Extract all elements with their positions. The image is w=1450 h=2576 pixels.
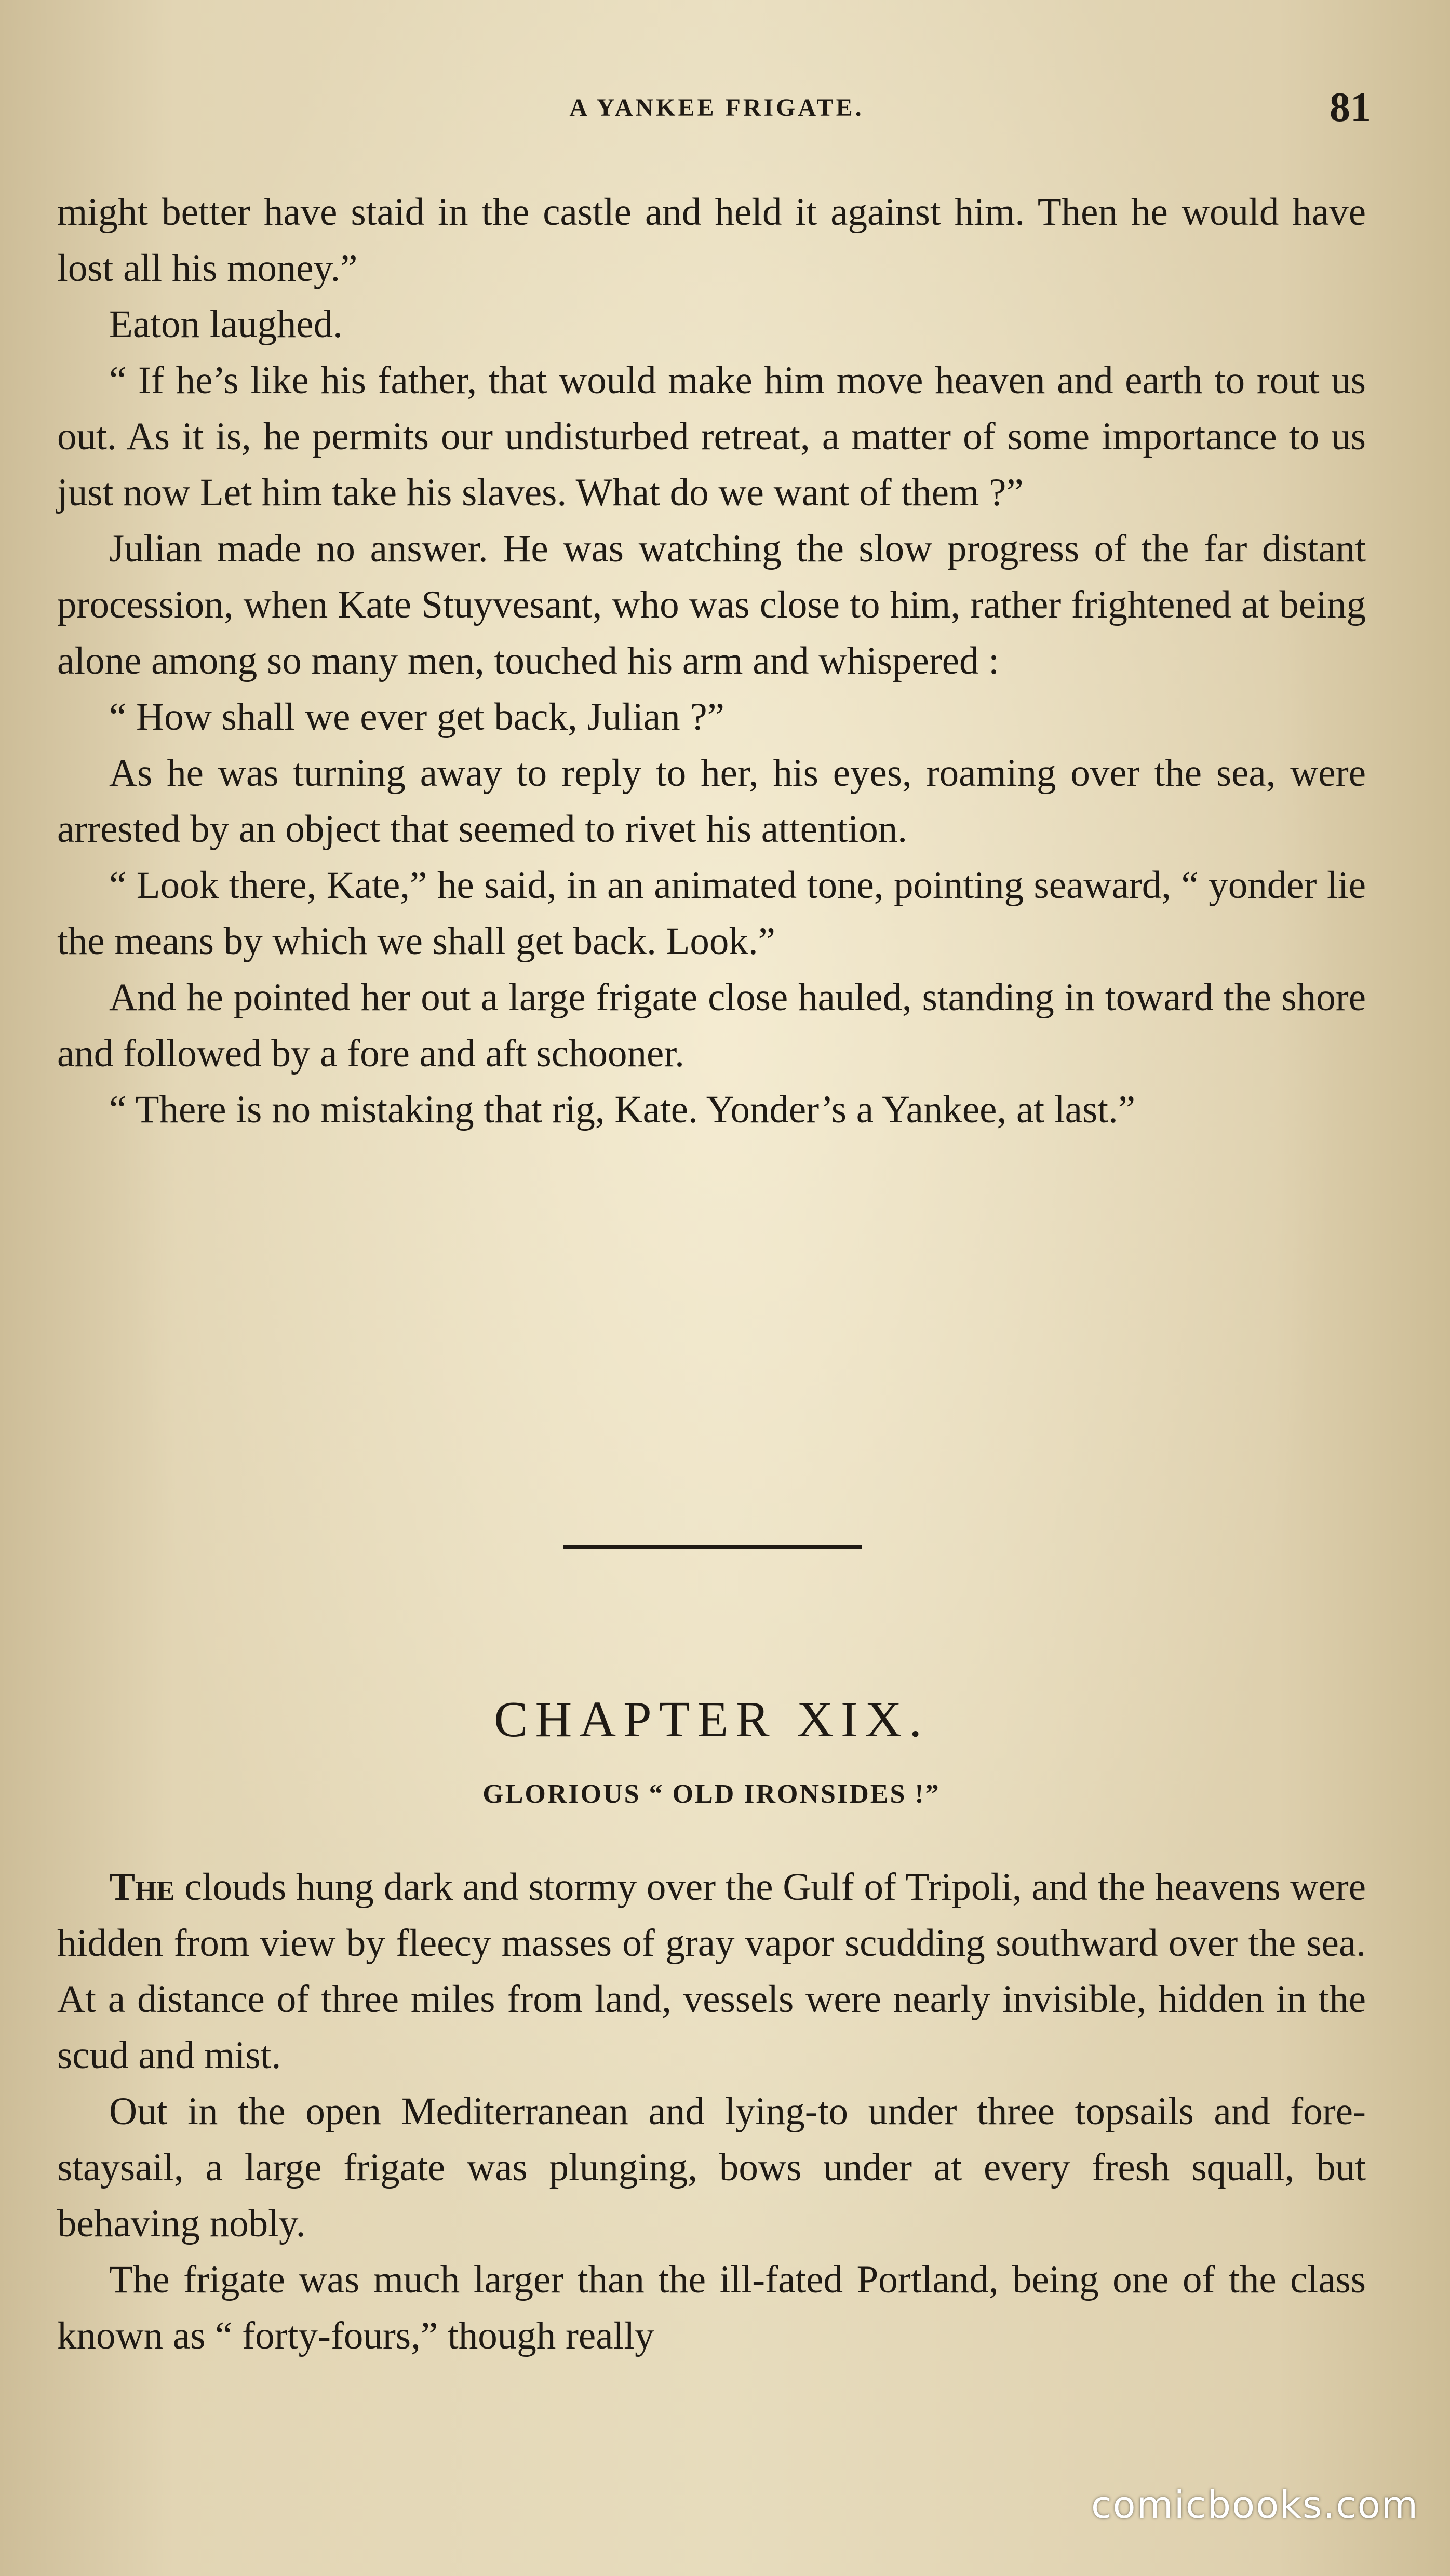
paragraph: “ Look there, Kate,” he said, in an animated tone, pointing seaward, “ yonder lie the means by which we shall get back. Look.” xyxy=(57,864,1366,963)
chapter-subtitle: GLORIOUS “ OLD IRONSIDES !” xyxy=(482,1779,941,1809)
paragraph: And he pointed her out a large frigate close hauled, standing in toward the shore and followed by a fore and aft schooner. xyxy=(57,976,1366,1075)
opening-word: The xyxy=(109,1866,175,1909)
paragraph: might better have staid in the castle and held it against him. Then he would have lost all his money.” xyxy=(57,191,1366,290)
watermark: comicbooks.com xyxy=(1091,2483,1419,2527)
paragraph: Out in the open Mediterranean and lying-to under three topsails and fore-staysail, a large frigate was plunging, bows under at every fresh squall, but behaving nobly. xyxy=(57,2090,1366,2245)
chapter-text-block xyxy=(57,1859,1366,2364)
paragraph: Julian made no answer. He was watching the slow progress of the far distant procession, when Kate Stuyvesant, who was close to him, rather frightened at being alone among so many men, touched his arm and whispered : xyxy=(57,527,1366,682)
paragraph: “ If he’s like his father, that would make him move heaven and earth to rout us out. As it is, he permits our undisturbed retreat, a matter of some importance to us just now Let him take his slaves. What do we want of them ?” xyxy=(57,359,1366,514)
chapter-heading: CHAPTER XIX. xyxy=(494,1692,929,1748)
paragraph: “ There is no mistaking that rig, Kate. Yonder’s a Yankee, at last.” xyxy=(109,1088,1136,1131)
section-divider-rule xyxy=(563,1545,862,1549)
paragraph: The frigate was much larger than the ill-fated Portland, being one of the class known as “ forty-fours,” though really xyxy=(57,2258,1366,2357)
paragraph: As he was turning away to reply to her, his eyes, roaming over the sea, were arrested by an object that seemed to rivet his attention. xyxy=(57,752,1366,851)
paragraph: Eaton laughed. xyxy=(109,303,343,346)
continued-text-block xyxy=(57,184,1366,1138)
running-head xyxy=(62,85,1371,135)
paragraph-text: clouds hung dark and stormy over the Gulf of Tripoli, and the heavens were hidden from view by fleecy masses of gray vapor scudding southward over the sea. At a distance of three miles from land, vessels were nearly invisible, hidden in the scud and mist. xyxy=(57,1866,1366,2077)
paragraph xyxy=(57,1859,1366,2084)
page-number: 81 xyxy=(1330,85,1371,130)
running-title: A YANKEE FRIGATE. xyxy=(569,94,864,122)
paragraph: “ How shall we ever get back, Julian ?” xyxy=(109,695,724,739)
